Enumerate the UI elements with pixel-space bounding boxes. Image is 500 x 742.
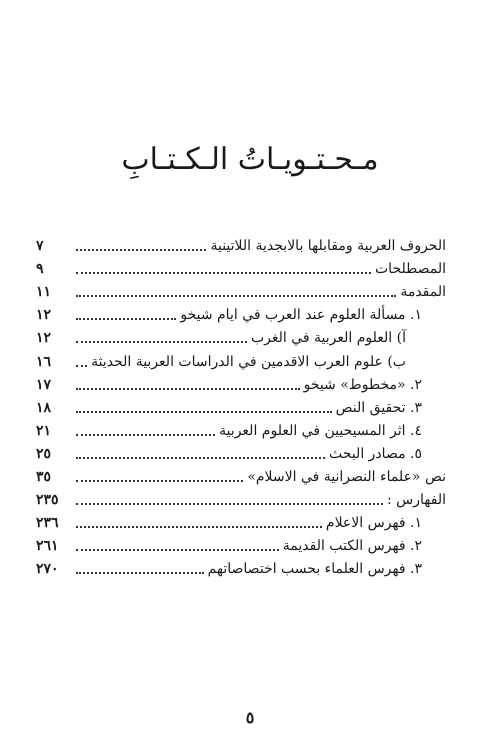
toc-entry-label: ٢. «مخطوط» شيخو [303, 376, 422, 393]
toc-page-number: ٣٥ [36, 469, 52, 486]
toc-row [36, 394, 446, 417]
page-number: ٥ [245, 708, 255, 727]
toc-row [36, 301, 446, 324]
toc-page-number: ٢٣٥ [36, 492, 59, 509]
dot-leader [76, 549, 279, 551]
dot-leader [76, 434, 215, 436]
dot-leader [76, 572, 204, 574]
toc-page-number: ١٧ [36, 376, 52, 393]
toc-entry-label: ٣. تحقيق النص [335, 399, 422, 416]
toc-row [36, 232, 446, 255]
toc-page-number: ٢٣٦ [36, 515, 59, 532]
dot-leader [76, 272, 371, 274]
toc-row [36, 555, 446, 578]
toc-entry-label: المصطلحات [375, 261, 446, 278]
dot-leader [76, 249, 206, 251]
toc-row [36, 509, 446, 532]
toc-page-number: ١٢ [36, 307, 52, 324]
toc-row [36, 255, 446, 278]
toc-row [36, 486, 446, 509]
table-of-contents [36, 232, 446, 578]
toc-entry-label: نص «علماء النصرانية في الاسلام» [247, 469, 446, 486]
dot-leader [76, 411, 332, 413]
toc-entry-label: المقدمة [400, 284, 446, 301]
toc-page-number: ٢٦١ [36, 538, 59, 555]
dot-leader [76, 503, 383, 505]
toc-entry-label: ١. فهرس الاعلام [325, 515, 422, 532]
toc-page-number: ٧ [36, 238, 44, 255]
toc-row [36, 324, 446, 347]
dot-leader [76, 480, 243, 482]
toc-page-number: ١٨ [36, 399, 52, 416]
toc-row [36, 417, 446, 440]
toc-entry-label: ٣. فهرس العلماء بحسب اختصاصاتهم [207, 561, 422, 578]
toc-page-number: ٢٧٠ [36, 561, 59, 578]
toc-entry-label: آ) العلوم العربية في الغرب [250, 330, 406, 347]
toc-page-number: ٩ [36, 261, 44, 278]
toc-entry-label: ٤. اثر المسيحيين في العلوم العربية [219, 422, 422, 439]
toc-page-number: ٢١ [36, 422, 52, 439]
toc-entry-label: الحروف العربية ومقابلها بالابجدية اللاتينية [210, 238, 446, 255]
toc-page-number: ١١ [36, 284, 52, 301]
toc-row [36, 532, 446, 555]
page-title: مـحـتـويـاتُ الـكـتـابِ [121, 142, 379, 177]
toc-row [36, 347, 446, 370]
dot-leader [76, 341, 247, 343]
dot-leader [76, 365, 87, 367]
toc-row [36, 463, 446, 486]
dot-leader [76, 457, 325, 459]
toc-entry-label: ٢. فهرس الكتب القديمة [282, 538, 422, 555]
dot-leader [76, 318, 176, 320]
toc-row [36, 371, 446, 394]
dot-leader [76, 526, 322, 528]
toc-page-number: ١٢ [36, 330, 52, 347]
toc-page-number: ١٦ [36, 353, 52, 370]
dot-leader [76, 388, 300, 390]
toc-row [36, 278, 446, 301]
toc-row [36, 440, 446, 463]
toc-entry-label: ب) علوم العرب الاقدمين في الدراسات العربية الحديثة [91, 353, 406, 370]
toc-page-number: ٢٥ [36, 445, 52, 462]
dot-leader [76, 295, 396, 297]
toc-entry-label: ٥. مصادر البحث [329, 445, 422, 462]
toc-entry-label: الفهارس : [387, 492, 446, 509]
toc-entry-label: ١. مسألة العلوم عند العرب في ايام شيخو [180, 307, 422, 324]
